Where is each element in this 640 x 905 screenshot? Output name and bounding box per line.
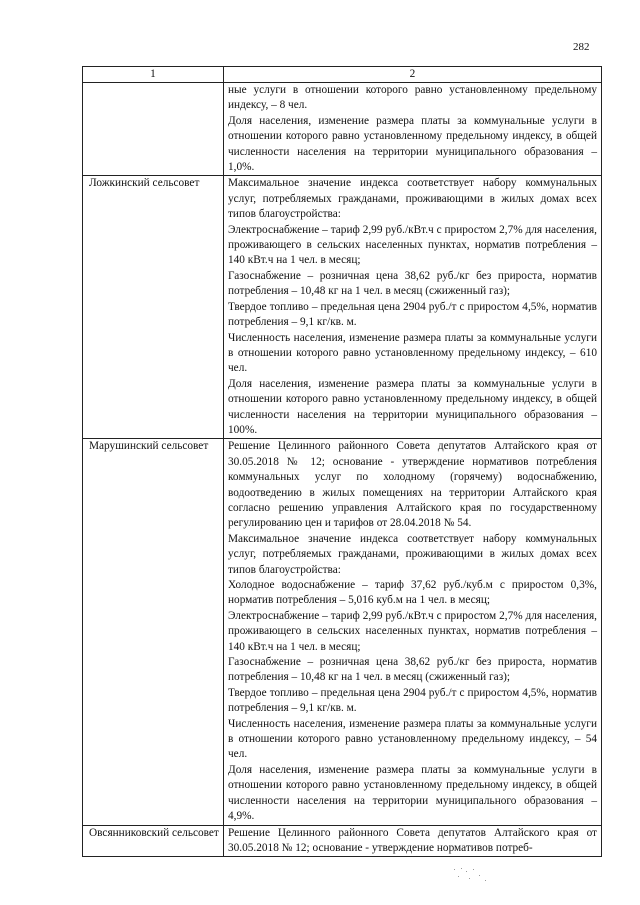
scan-artifact: [452, 868, 492, 888]
description-cell: [224, 439, 602, 825]
region-cell: [83, 83, 224, 176]
paragraph: Электроснабжение – тариф 2,99 руб./кВт.ч с приростом 2,7% для населения, проживающего в сельских населенных пунктах, норматив потребления – 140 кВт.ч на 1 чел. в месяц;: [228, 609, 597, 653]
column-header-1: 1: [83, 67, 224, 83]
paragraph: Холодное водоснабжение – тариф 37,62 руб./куб.м с приростом 0,3%, норматив потребления – 5,016 куб.м на 1 чел. в месяц;: [228, 579, 597, 607]
paragraph: Доля населения, изменение размера платы за коммунальные услуги в отношении которого равно установленному предельному индексу, в общей численности населения на территории муниципального образования – 4,9%.: [228, 763, 597, 823]
table-row: [83, 83, 602, 176]
paragraph: Решение Целинного районного Совета депутатов Алтайского края от 30.05.2018 № 12; основание - утверждение нормативов потребления коммунальных услуг по холодному (горячему) водоснабжению, водоотведению в жилых помещениях на территории Алтайского края согласно решению управления Алтайского края по государственному регулированию цен и тарифов от 28.04.2018 № 54.: [228, 440, 597, 530]
paragraph: Численность населения, изменение размера платы за коммунальные услуги в отношении которого равно установленному предельному индексу, – 54 чел.: [228, 717, 597, 761]
paragraph: Численность населения, изменение размера платы за коммунальные услуги в отношении которого равно установленному предельному индексу, – 610 чел.: [228, 331, 597, 375]
paragraph: Газоснабжение – розничная цена 38,62 руб./кг без прироста, норматив потребления – 10,48 кг на 1 чел. в месяц (сжиженный газ);: [228, 269, 597, 298]
paragraph: Решение Целинного районного Совета депутатов Алтайского края от 30.05.2018 № 12; основание - утверждение нормативов потреб-: [228, 826, 597, 854]
description-cell: [224, 83, 602, 176]
description-cell: [224, 176, 602, 439]
table-row: [83, 439, 602, 825]
paragraph: Максимальное значение индекса соответствует набору коммунальных услуг, потребляемых гражданами, проживающими в жилых домах всех типов благоустройства:: [228, 177, 597, 221]
paragraph: Газоснабжение – розничная цена 38,62 руб./кг без прироста, норматив потребления – 10,48 кг на 1 чел. в месяц (сжиженный газ);: [228, 656, 597, 684]
paragraph: ные услуги в отношении которого равно установленному предельному индексу, – 8 чел.: [228, 84, 597, 112]
paragraph: Максимальное значение индекса соответствует набору коммунальных услуг, потребляемых гражданами, проживающими в жилых домах всех типов благоустройства:: [228, 532, 597, 576]
paragraph: Доля населения, изменение размера платы за коммунальные услуги в отношении которого равно установленному предельному индексу, в общей численности населения на территории муниципального образования – 1,0%.: [228, 114, 597, 174]
table-row: [83, 825, 602, 857]
table-header-row: [83, 67, 602, 83]
paragraph: Твердое топливо – предельная цена 2904 руб./т с приростом 4,5%, норматив потребления – 9,1 кг/кв. м.: [228, 686, 597, 715]
paragraph: Твердое топливо – предельная цена 2904 руб./т с приростом 4,5%, норматив потребления – 9,1 кг/кв. м.: [228, 300, 597, 329]
region-cell: Марушинский сельсовет: [83, 439, 224, 825]
description-cell: [224, 825, 602, 857]
tariff-table: [82, 66, 602, 857]
paragraph: Доля населения, изменение размера платы за коммунальные услуги в отношении которого равно установленному предельному индексу, в общей численности населения на территории муниципального образования – 100%.: [228, 377, 597, 436]
column-header-2: 2: [224, 67, 602, 83]
page-number: 282: [573, 41, 590, 53]
region-cell: Ложкинский сельсовет: [83, 176, 224, 439]
paragraph: Электроснабжение – тариф 2,99 руб./кВт.ч с приростом 2,7% для населения, проживающего в сельских населенных пунктах, норматив потребления – 140 кВт.ч на 1 чел. в месяц;: [228, 223, 597, 267]
table-row: [83, 176, 602, 439]
region-cell: Овсянниковский сельсовет: [83, 825, 224, 857]
